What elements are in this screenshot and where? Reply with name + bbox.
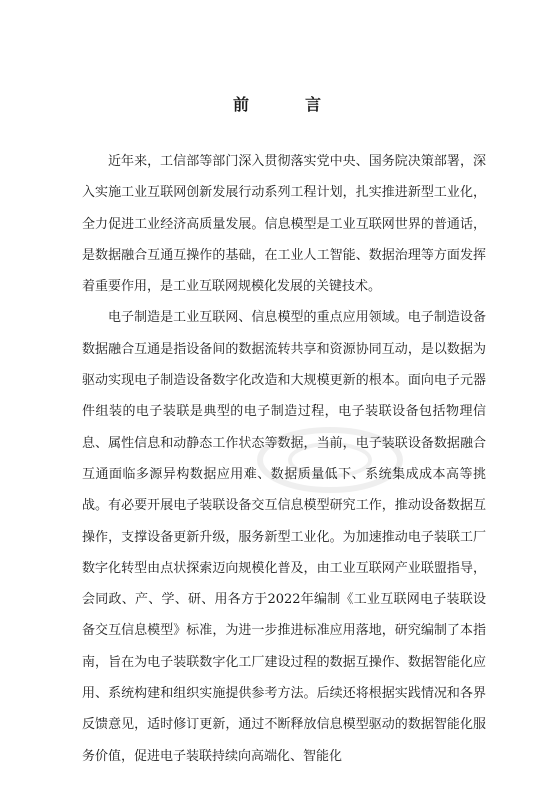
- paragraph: 电子制造是工业互联网、信息模型的重点应用领域。电子制造设备数据融合互通是指设备间的数据流转共享和资源协同互动，是以数据为驱动实现电子制造设备数字化改造和大规模更新的根本。面向电子元器件组装的电子装联是典型的电子制造过程，电子装联设备包括物理信息、属性信息和动静态工作状态等数据，当前，电子装联设备数据融合互通面临多源异构数据应用难、数据质量低下、系统集成成本高等挑战。有必要开展电子装联设备交互信息模型研究工作，推动设备数据互操作，支撑设备更新升级，服务新型工业化。为加速推动电子装联工厂数字化转型由点状探索迈向规模化普及，由工业互联网产业联盟指导，会同政、产、学、研、用各方于2022年编制《工业互联网电子装联设备交互信息模型》标准，为进一步推进标准应用落地，研究编制了本指南，旨在为电子装联数字化工厂建设过程的数据互操作、数据智能化应用、系统构建和组织实施提供参考方法。后续还将根据实践情况和各界反馈意见，适时修订更新，通过不断释放信息模型驱动的数据智能化服务价值，促进电子装联持续向高端化、智能化: [82, 310, 486, 764]
- page-title: 前 言: [232, 95, 341, 114]
- document-body: [82, 146, 486, 772]
- paragraph: 近年来，工信部等部门深入贯彻落实党中央、国务院决策部署，深入实施工业互联网创新发展行动系列工程计划，扎实推进新型工业化，全力促进工业经济高质量发展。信息模型是工业互联网世界的普通话，是数据融合互通互操作的基础，在工业人工智能、数据治理等方面发挥着重要作用，是工业互联网规模化发展的关键技术。: [82, 154, 486, 295]
